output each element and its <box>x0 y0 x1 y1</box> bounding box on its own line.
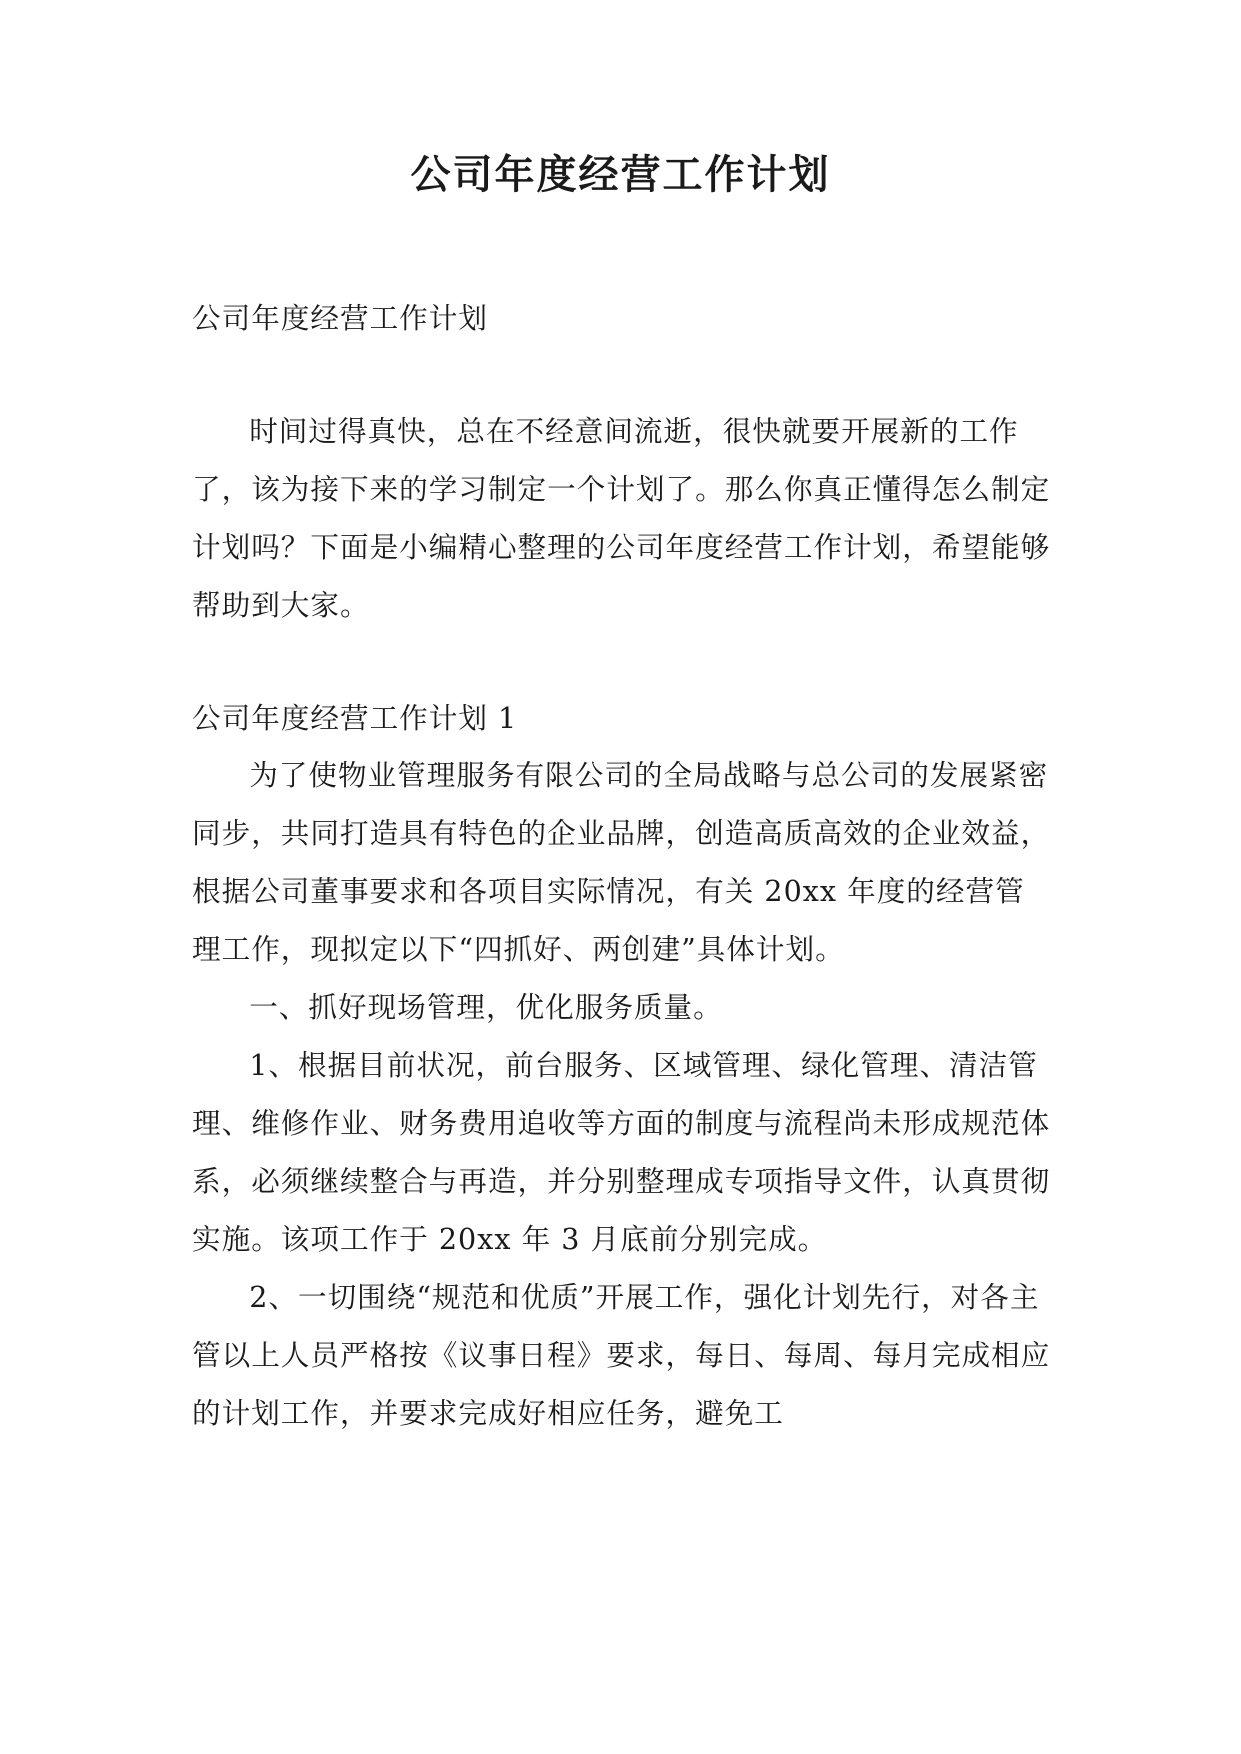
document-title: 公司年度经营工作计划 <box>410 152 831 198</box>
paragraph: 1、根据目前状况，前台服务、区域管理、绿化管理、清洁管理、维修作业、财务费用追收等方面的制度与流程尚未形成规范体系，必须继续整合与再造，并分别整理成专项指导文件，认真贯彻实施。该项工作于 20xx 年 3 月底前分别完成。 <box>192 1048 1051 1256</box>
paragraph: 2、一切围绕“规范和优质”开展工作，强化计划先行，对各主管以上人员严格按《议事日程》要求，每日、每周、每月完成相应的计划工作，并要求完成好相应任务，避免工 <box>192 1280 1051 1430</box>
paragraph: 一、抓好现场管理，优化服务质量。 <box>249 990 723 1024</box>
intro-paragraph: 时间过得真快，总在不经意间流逝，很快就要开展新的工作了，该为接下来的学习制定一个计划了。那么你真正懂得怎么制定计划吗？下面是小编精心整理的公司年度经营工作计划，希望能够帮助到大家。 <box>192 414 1051 622</box>
paragraph: 为了使物业管理服务有限公司的全局战略与总公司的发展紧密同步，共同打造具有特色的企业品牌，创造高质高效的企业效益，根据公司董事要求和各项目实际情况，有关 20xx 年度的经营管理工作，现拟定以下“四抓好、两创建”具体计划。 <box>192 758 1051 966</box>
section-content <box>192 746 1052 1442</box>
section-heading: 公司年度经营工作计划 1 <box>192 701 518 735</box>
document-subtitle: 公司年度经营工作计划 <box>192 301 488 335</box>
